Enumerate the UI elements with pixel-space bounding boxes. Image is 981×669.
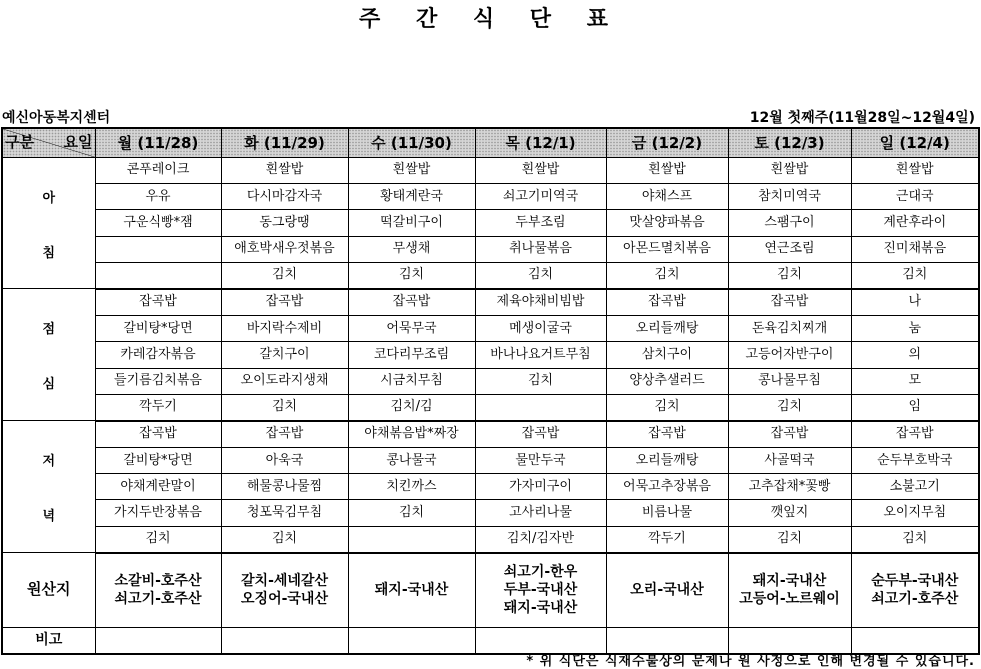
menu-item: 김치 — [95, 526, 221, 553]
origin-cell — [221, 553, 348, 628]
footnote: * 위 식단은 식재수불상의 문제나 원 사정으로 인해 변경될 수 있습니다. — [526, 654, 975, 669]
menu-item: 취나물볶음 — [475, 236, 606, 262]
menu-item: 흰쌀밥 — [851, 158, 979, 184]
origin-row — [2, 553, 979, 628]
menu-item: 콘푸레이크 — [95, 158, 221, 184]
breakfast-row — [2, 158, 979, 184]
dinner-label-char: 저 — [42, 454, 56, 470]
organization-name: 예신아동복지센터 — [2, 110, 111, 126]
header-row — [2, 128, 979, 158]
menu-item: 깍두기 — [95, 394, 221, 421]
menu-item: 김치 — [851, 262, 979, 289]
menu-item: 눔 — [851, 316, 979, 342]
menu-item: 고사리나물 — [475, 500, 606, 526]
header-corner — [2, 128, 95, 158]
menu-item: 다시마감자국 — [221, 184, 348, 210]
menu-item: 김치 — [728, 262, 851, 289]
menu-item: 잡곡밥 — [606, 289, 728, 316]
menu-item: 흰쌀밥 — [606, 158, 728, 184]
origin-line: 돼지-국내산 — [503, 600, 578, 617]
menu-item: 쇠고기미역국 — [475, 184, 606, 210]
origin-cell — [728, 553, 851, 628]
origin-line: 쇠고기-호주산 — [114, 591, 202, 608]
origin-line: 오리-국내산 — [630, 582, 704, 599]
menu-item — [95, 236, 221, 262]
menu-item: 바나나요거트무침 — [475, 342, 606, 368]
dinner-row — [2, 474, 979, 500]
menu-item: 잡곡밥 — [728, 421, 851, 448]
menu-item: 스팸구이 — [728, 210, 851, 236]
menu-item: 고추잡채*꽃빵 — [728, 474, 851, 500]
menu-item: 진미채볶음 — [851, 236, 979, 262]
menu-item: 소불고기 — [851, 474, 979, 500]
menu-item: 야채스프 — [606, 184, 728, 210]
breakfast-row — [2, 210, 979, 236]
breakfast-label-char: 아 — [42, 190, 56, 206]
origin-line: 오징어-국내산 — [241, 591, 328, 608]
menu-item: 가지두반장볶음 — [95, 500, 221, 526]
breakfast-label-char: 침 — [42, 245, 56, 261]
notes-cell — [221, 627, 348, 654]
breakfast-row — [2, 236, 979, 262]
menu-item: 잡곡밥 — [606, 421, 728, 448]
menu-item: 김치 — [475, 262, 606, 289]
origin-line: 돼지-국내산 — [752, 573, 827, 590]
menu-item: 비름나물 — [606, 500, 728, 526]
menu-item: 오이지무침 — [851, 500, 979, 526]
menu-item: 김치 — [348, 500, 475, 526]
menu-item: 김치 — [221, 526, 348, 553]
origin-cell — [606, 553, 728, 628]
menu-item: 떡갈비구이 — [348, 210, 475, 236]
menu-item: 순두부호박국 — [851, 448, 979, 474]
menu-item: 황태계란국 — [348, 184, 475, 210]
origin-cell — [475, 553, 606, 628]
menu-item: 의 — [851, 342, 979, 368]
menu-item: 깍두기 — [606, 526, 728, 553]
menu-item: 어묵고추장볶음 — [606, 474, 728, 500]
menu-item: 갈치구이 — [221, 342, 348, 368]
menu-item: 콩나물무침 — [728, 368, 851, 394]
menu-item: 깻잎지 — [728, 500, 851, 526]
menu-item: 물만두국 — [475, 448, 606, 474]
menu-item: 삼치구이 — [606, 342, 728, 368]
menu-item: 두부조림 — [475, 210, 606, 236]
dinner-row — [2, 421, 979, 448]
header-day-mon: 월 (11/28) — [95, 128, 221, 158]
origin-line: 돼지-국내산 — [374, 582, 449, 599]
header-day-sat: 토 (12/3) — [728, 128, 851, 158]
lunch-label — [2, 289, 95, 421]
breakfast-row — [2, 262, 979, 289]
breakfast-label — [2, 158, 95, 289]
lunch-row — [2, 342, 979, 368]
header-day-wed: 수 (11/30) — [348, 128, 475, 158]
menu-item: 어묵무국 — [348, 316, 475, 342]
menu-item: 바지락수제비 — [221, 316, 348, 342]
menu-item: 해물콩나물찜 — [221, 474, 348, 500]
menu-item: 잡곡밥 — [348, 289, 475, 316]
menu-item: 김치/김 — [348, 394, 475, 421]
page-title: 주 간 식 단 표 — [359, 7, 622, 32]
menu-item: 임 — [851, 394, 979, 421]
origin-line: 고등어-노르웨이 — [739, 591, 840, 608]
menu-item: 잡곡밥 — [221, 289, 348, 316]
menu-item: 고등어자반구이 — [728, 342, 851, 368]
menu-item: 코다리무조림 — [348, 342, 475, 368]
menu-item: 시금치무침 — [348, 368, 475, 394]
origin-cell — [851, 553, 979, 628]
menu-item: 흰쌀밥 — [348, 158, 475, 184]
menu-item: 나 — [851, 289, 979, 316]
origin-line: 쇠고기-한우 — [503, 564, 578, 581]
menu-item: 근대국 — [851, 184, 979, 210]
menu-item: 잡곡밥 — [475, 421, 606, 448]
menu-item: 김치/김자반 — [475, 526, 606, 553]
menu-item: 제육야채비빔밥 — [475, 289, 606, 316]
menu-item: 오리들깨탕 — [606, 448, 728, 474]
lunch-row — [2, 368, 979, 394]
menu-item: 잡곡밥 — [95, 421, 221, 448]
origin-line: 순두부-국내산 — [871, 573, 959, 590]
header-day-fri: 금 (12/2) — [606, 128, 728, 158]
menu-item: 콩나물국 — [348, 448, 475, 474]
menu-item: 사골떡국 — [728, 448, 851, 474]
lunch-row — [2, 394, 979, 421]
menu-item: 야채계란말이 — [95, 474, 221, 500]
lunch-row — [2, 289, 979, 316]
menu-item: 치킨까스 — [348, 474, 475, 500]
menu-item: 흰쌀밥 — [221, 158, 348, 184]
dinner-row — [2, 448, 979, 474]
menu-item: 김치 — [606, 262, 728, 289]
menu-item: 연근조림 — [728, 236, 851, 262]
menu-item: 아욱국 — [221, 448, 348, 474]
menu-item: 가자미구이 — [475, 474, 606, 500]
menu-item: 아몬드멸치볶음 — [606, 236, 728, 262]
menu-item: 갈비탕*당면 — [95, 316, 221, 342]
header-corner-category: 구분 — [5, 133, 34, 151]
notes-cell — [348, 627, 475, 654]
weekly-menu-table — [1, 127, 980, 655]
menu-item: 갈비탕*당면 — [95, 448, 221, 474]
menu-item: 구운식빵*잼 — [95, 210, 221, 236]
origin-label: 원산지 — [2, 553, 95, 628]
menu-item: 김치 — [606, 394, 728, 421]
lunch-label-char: 점 — [42, 322, 56, 338]
menu-item: 김치 — [348, 262, 475, 289]
menu-item: 우유 — [95, 184, 221, 210]
menu-item: 김치 — [728, 394, 851, 421]
dinner-label — [2, 421, 95, 553]
dinner-row — [2, 500, 979, 526]
menu-item: 동그랑땡 — [221, 210, 348, 236]
origin-line: 갈치-세네갈산 — [241, 573, 328, 590]
menu-item: 김치 — [221, 262, 348, 289]
menu-item: 맛살양파볶음 — [606, 210, 728, 236]
dinner-label-char: 녁 — [42, 509, 56, 525]
menu-item — [348, 526, 475, 553]
menu-item: 흰쌀밥 — [475, 158, 606, 184]
origin-cell — [95, 553, 221, 628]
menu-item: 청포묵김무침 — [221, 500, 348, 526]
menu-item: 야채볶음밥*짜장 — [348, 421, 475, 448]
header-corner-day: 요일 — [63, 133, 93, 151]
menu-item: 애호박새우젓볶음 — [221, 236, 348, 262]
header-day-sun: 일 (12/4) — [851, 128, 979, 158]
lunch-row — [2, 316, 979, 342]
notes-label: 비고 — [2, 627, 95, 654]
origin-line: 두부-국내산 — [503, 582, 578, 599]
origin-line: 쇠고기-호주산 — [871, 591, 959, 608]
menu-item: 김치 — [851, 526, 979, 553]
menu-item: 잡곡밥 — [851, 421, 979, 448]
origin-line: 소갈비-호주산 — [114, 573, 202, 590]
menu-item: 김치 — [475, 368, 606, 394]
menu-item: 무생채 — [348, 236, 475, 262]
lunch-label-char: 심 — [42, 377, 56, 393]
menu-item: 잡곡밥 — [728, 289, 851, 316]
menu-item — [475, 394, 606, 421]
menu-item: 흰쌀밥 — [728, 158, 851, 184]
menu-item: 양상추샐러드 — [606, 368, 728, 394]
header-day-tue: 화 (11/29) — [221, 128, 348, 158]
week-period: 12월 첫째주(11월28일~12월4일) — [749, 110, 975, 126]
menu-item: 김치 — [221, 394, 348, 421]
menu-item: 김치 — [728, 526, 851, 553]
menu-item: 계란후라이 — [851, 210, 979, 236]
menu-item: 오리들깨탕 — [606, 316, 728, 342]
menu-item: 들기름김치볶음 — [95, 368, 221, 394]
menu-item: 돈육김치찌개 — [728, 316, 851, 342]
notes-cell — [95, 627, 221, 654]
menu-item: 메생이굴국 — [475, 316, 606, 342]
dinner-row — [2, 526, 979, 553]
menu-item: 잡곡밥 — [221, 421, 348, 448]
menu-item: 모 — [851, 368, 979, 394]
header-day-thu: 목 (12/1) — [475, 128, 606, 158]
menu-item: 잡곡밥 — [95, 289, 221, 316]
menu-item: 참치미역국 — [728, 184, 851, 210]
menu-item: 카레감자볶음 — [95, 342, 221, 368]
origin-cell — [348, 553, 475, 628]
menu-item — [95, 262, 221, 289]
menu-item: 오이도라지생채 — [221, 368, 348, 394]
breakfast-row — [2, 184, 979, 210]
